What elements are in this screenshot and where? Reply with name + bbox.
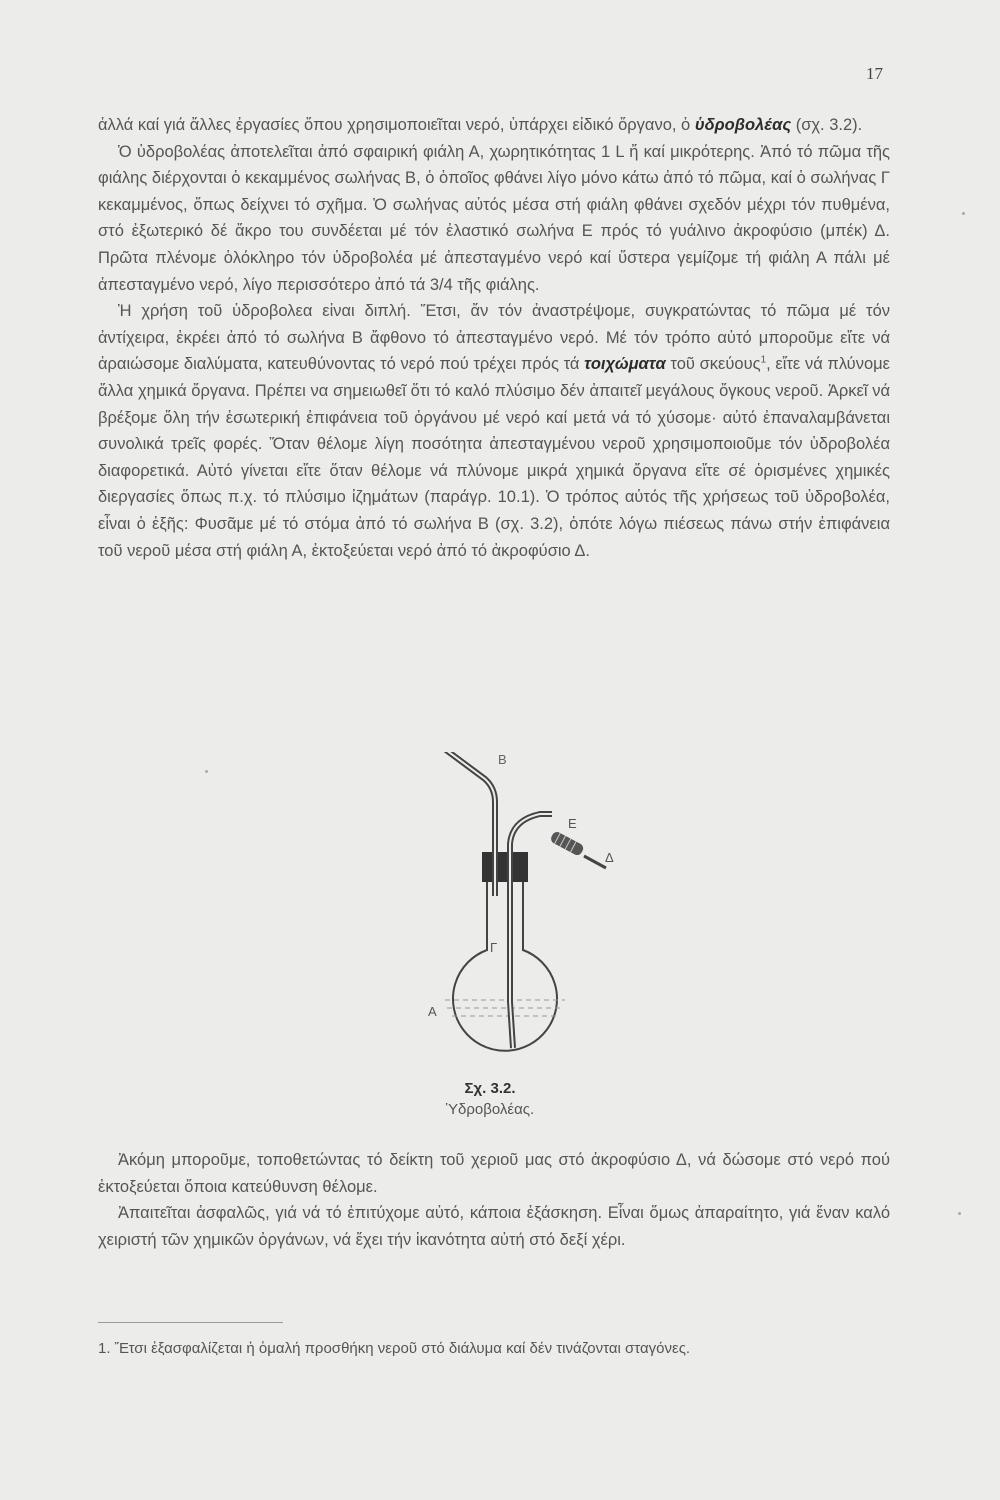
- paragraph-intro-end: (σχ. 3.2).: [791, 116, 863, 134]
- paragraph-usage-start: Ἡ χρήση τοῦ ὑδροβολεα εἰναι διπλή. Ἔτσι, ἄν τόν ἀναστρέψομε, συγκρατώντας τό πῶμα μέ τόν ἀντίχειρα, ἐκρέει ἀπό τό σωλήνα Β ἄφθονο τό ἀπεσταγμένο νερό. Μέ τόν τρόπο αὐτό μποροῦμε εἴτε νά ἀραιώσομε διαλύματα, κατευθύνοντας τό νερό πού τρέχει πρός τά: [98, 302, 890, 374]
- wash-bottle-figure: [400, 752, 640, 1082]
- rubber-tube-e: [549, 830, 585, 857]
- paragraph-usage-mid: τοῦ σκεύους: [665, 355, 761, 374]
- paragraph-usage-end: , εἴτε νά πλύνομε ἄλλα χημικά ὄργανα. Πρέπει να σημειωθεῖ ὅτι τό καλό πλύσιμο δέν ἀπαιτεῖ μεγάλους ὄγκους νεροῦ. Ἀρκεῖ νά βρέξομε ὅλη τήν ἐσωτερική ἐπιφάνεια τοῦ ὀργάνου μέ νερό καί μετά νά τό χύσομε· αὐτό ἐπαναλαμβάνεται συνολικά τρεῖς φορές. Ὅταν θέλομε λίγη ποσότητα ἀπεσταγμένου νεροῦ χρησιμοποιοῦμε τόν ὑδροβολέα διαφορετικά. Αὐτό γίνεται εἴτε ὅταν θέλομε νά πλύνομε μικρά χημικά ὄργανα εἴτε σέ ὁρισμένες χημικές διεργασίες ὅπως π.χ. τό πλύσιμο ἰζημάτων (παράγρ. 10.1). Ὁ τρόπος αὐτός τῆς χρήσεως τοῦ ὑδροβολέα, εἶναι ὁ ἑξῆς: Φυσᾶμε μέ τό στόμα ἀπό τό σωλήνα Β (σχ. 3.2), ὁπότε λόγω πιέσεως πάνω στήν ἐπιφάνεια τοῦ νεροῦ μέσα στή φιάλη Α, ἐκτοξεύεται νερό ἀπό τό ἀκροφύσιο Δ.: [98, 355, 890, 560]
- figure-caption-subtitle: Ὑδροβολέας.: [445, 1101, 535, 1118]
- page-number: 17: [866, 64, 883, 83]
- water-level: [445, 1000, 565, 1016]
- footnote: 1. Ἔτσι ἐξασφαλίζεται ἡ ὁμαλή προσθήκη νεροῦ στό διάλυμα καί δέν τινάζονται σταγόνες.: [98, 1340, 691, 1357]
- body-text-upper: [98, 112, 890, 564]
- label-a: Α: [428, 1004, 437, 1019]
- stopper: [482, 852, 528, 882]
- figure-caption-title: Σχ. 3.2.: [464, 1080, 516, 1097]
- term-hydrobolea: ὑδροβολέας: [694, 116, 792, 134]
- label-g: Γ: [490, 940, 498, 955]
- paragraph-intro-start: ἀλλά καί γιά ἄλλες ἐργασίες ὅπου χρησιμοποιεῖται νερό, ὑπάρχει εἰδικό ὄργανο, ὁ: [98, 116, 695, 134]
- paragraph-description: Ὁ ὑδροβολέας ἀποτελεῖται ἀπό σφαιρική φιάλη Α, χωρητικότητας 1 L ἤ καί μικρότερης. Ἀπό τό πῶμα τῆς φιάλης διέρχονται ὁ κεκαμμένος σωλήνας Β, ὁ ὁποῖος φθάνει λίγο μόνο κάτω ἀπό τό πῶμα, καί ὁ σωλήνας Γ κεκαμμένος, ὅπως δείχνει τό σχῆμα. Ὁ σωλήνας αὐτός μέσα στή φιάλη φθάνει σχεδόν μέχρι τόν πυθμένα, στό ἐξωτερικό δέ ἄκρο του συνδέεται μέ τόν ἐλαστικό σωλήνα Ε πρός τό γυάλινο ἀκροφύσιο (μπέκ) Δ. Πρῶτα πλένομε ὁλόκληρο τόν ὑδροβολέα μέ ἀπεσταγμένο νερό καί ὕστερα γεμίζομε τή φιάλη Α πάλι μέ ἀπεσταγμένο νερό, λίγο περισσότερο ἀπό τά 3/4 τῆς φιάλης.: [98, 142, 890, 294]
- label-d: Δ: [605, 850, 614, 865]
- term-walls: τοιχώματα: [584, 355, 666, 374]
- label-b: Β: [498, 752, 507, 767]
- scan-speck: [962, 212, 965, 215]
- body-text-lower: [98, 1147, 890, 1253]
- tube-g: [510, 814, 552, 1048]
- footnote-ref: 1: [760, 354, 767, 366]
- scan-speck: [958, 1212, 961, 1215]
- footnote-separator: [98, 1322, 283, 1323]
- label-e: Ε: [568, 816, 577, 831]
- nozzle-d: [584, 856, 606, 868]
- paragraph-usage: [98, 298, 890, 564]
- paragraph-intro: [98, 112, 890, 139]
- paragraph-practice: Ἀπαιτεῖται ἀσφαλῶς, γιά νά τό ἐπιτύχομε αὐτό, κάποια ἐξάσκηση. Εἶναι ὅμως ἀπαραίτητο, γιά ἕναν καλό χειριστή τῶν χημικῶν ὀργάνων, νά ἔχει τήν ἱκανότητα αὐτή στό δεξί χέρι.: [98, 1204, 890, 1249]
- flask-a: [453, 882, 557, 1051]
- paragraph-direction: Ἀκόμη μποροῦμε, τοποθετώντας τό δείκτη τοῦ χεριοῦ μας στό ἀκροφύσιο Δ, νά δώσομε στό νερό πού ἐκτοξεύεται ὅποια κατεύθυνση θέλομε.: [98, 1151, 890, 1196]
- scan-speck: [205, 770, 208, 773]
